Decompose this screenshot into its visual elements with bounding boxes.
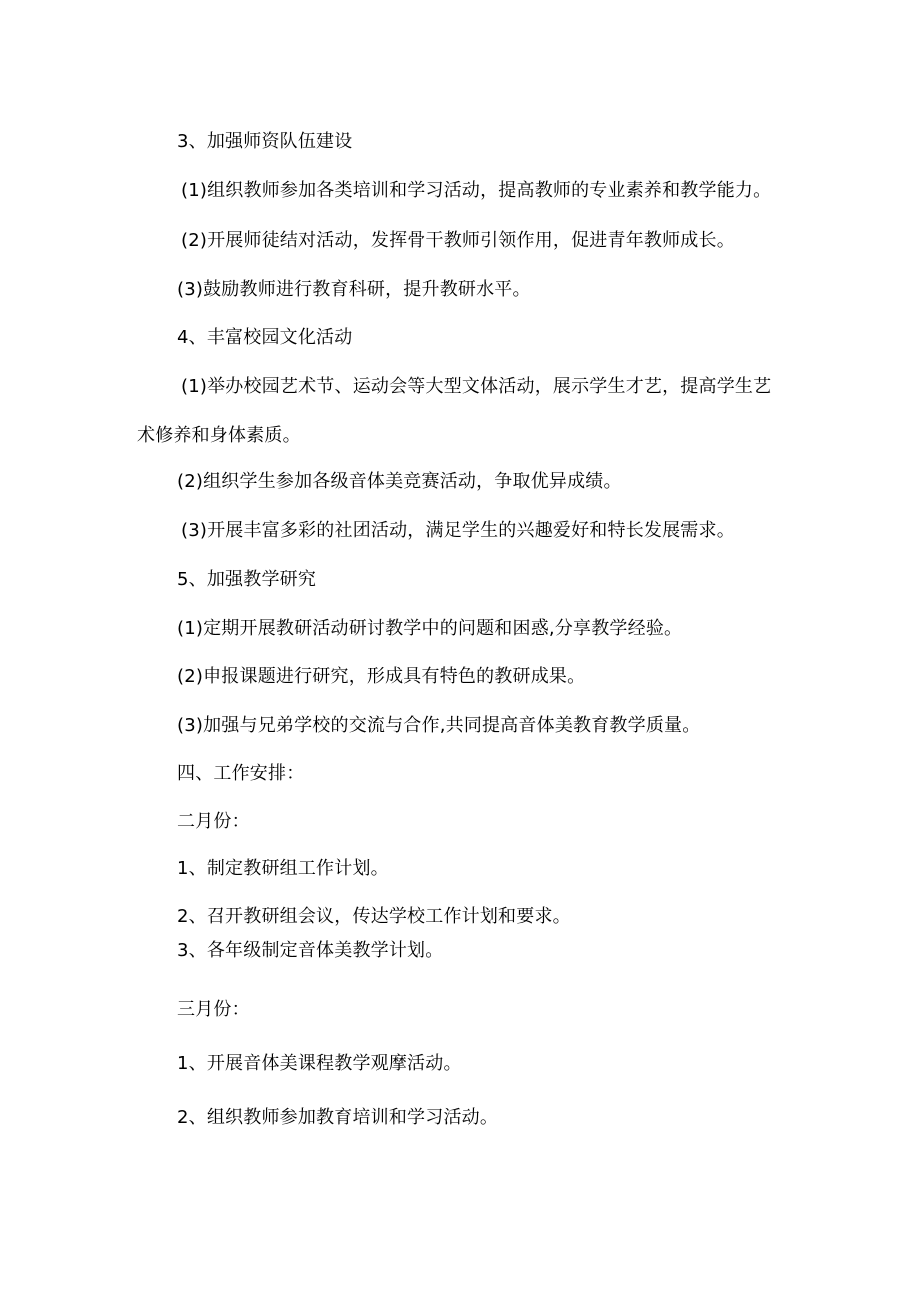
paragraph-line: (3)加强与兄弟学校的交流与合作,共同提高音体美教育教学质量。 [177, 715, 701, 736]
heading-work-schedule: 四、工作安排： [177, 763, 305, 784]
paragraph-line: (2)开展师徒结对活动，发挥骨干教师引领作用，促进青年教师成长。 [181, 230, 735, 251]
paragraph-line: (2)组织学生参加各级音体美竞赛活动，争取优异成绩。 [177, 471, 622, 492]
heading-teacher-team: 3、加强师资队伍建设 [177, 131, 353, 152]
schedule-item: 3、各年级制定音体美教学计划。 [177, 940, 444, 961]
schedule-item: 2、召开教研组会议，传达学校工作计划和要求。 [177, 906, 571, 927]
heading-teaching-research: 5、加强教学研究 [177, 569, 317, 590]
paragraph-line: (1)举办校园艺术节、运动会等大型文体活动，展示学生才艺，提高学生艺 [181, 376, 772, 397]
schedule-item: 1、开展音体美课程教学观摩活动。 [177, 1053, 462, 1074]
paragraph-line: 术修养和身体素质。 [137, 425, 301, 446]
heading-campus-culture: 4、丰富校园文化活动 [177, 327, 353, 348]
heading-march: 三月份： [177, 999, 250, 1020]
paragraph-line: (1)定期开展教研活动研讨教学中的问题和困惑,分享教学经验。 [177, 618, 683, 639]
heading-february: 二月份： [177, 811, 250, 832]
paragraph-line: (2)申报课题进行研究，形成具有特色的教研成果。 [177, 666, 586, 687]
schedule-item: 2、组织教师参加教育培训和学习活动。 [177, 1107, 499, 1128]
schedule-item: 1、制定教研组工作计划。 [177, 858, 389, 879]
paragraph-line: (1)组织教师参加各类培训和学习活动，提高教师的专业素养和教学能力。 [181, 180, 772, 201]
paragraph-line: (3)开展丰富多彩的社团活动，满足学生的兴趣爱好和特长发展需求。 [181, 520, 735, 541]
paragraph-line: (3)鼓励教师进行教育科研，提升教研水平。 [177, 279, 531, 300]
